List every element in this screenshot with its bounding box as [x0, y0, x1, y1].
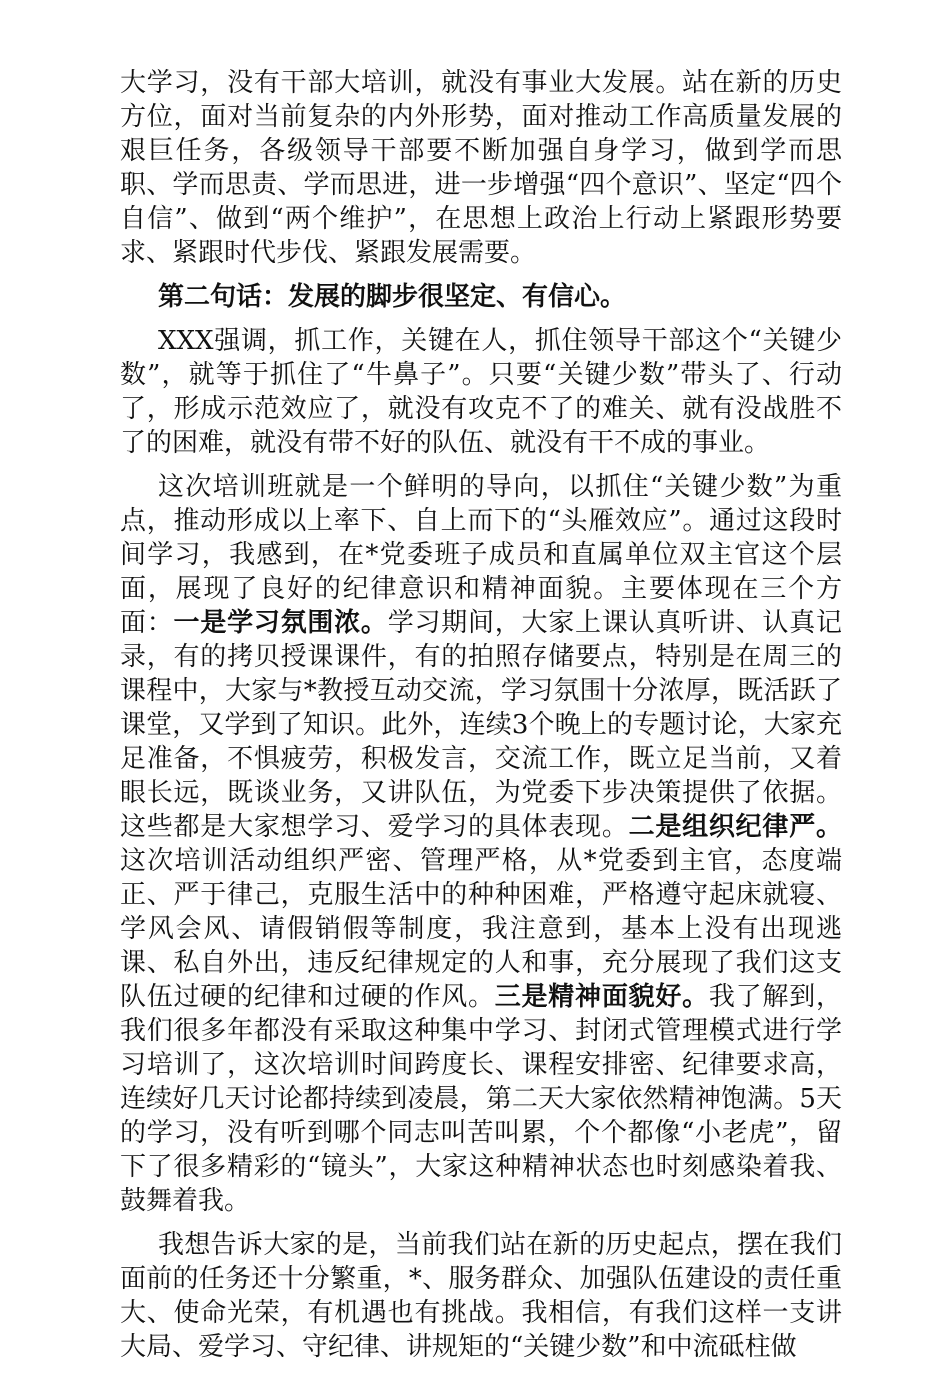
paragraph-key-minority: XXX强调，抓工作，关键在人，抓住领导干部这个“关键少数”，就等于抓住了“牛鼻子”。只要“关键少数”带头了、行动了，形成示范效应了，就没有攻克不了的难关、就有没战胜不了的困难，就没有带不好的队伍、就没有干不成的事业。: [120, 326, 842, 458]
point-two-heading: 二是组织纪律严。: [628, 812, 842, 842]
training-summary-intro: 这次培训班就是一个鲜明的导向，以抓住“关键少数”为重点，推动形成以上率下、自上而下的“头雁效应”。通过这段时间学习，我感到，在*党委班子成员和直属单位双主官这个层面，展现了良好的纪律意识和精神面貌。主要体现在三个方面：: [120, 472, 842, 638]
point-three-heading: 三是精神面貌好。: [494, 982, 709, 1012]
paragraph-training-summary: [120, 470, 842, 1218]
section-heading-second: 第二句话：发展的脚步很坚定、有信心。: [158, 282, 627, 312]
point-one-text: 学习期间，大家上课认真听讲、认真记录，有的拷贝授课课件，有的拍照存储要点，特别是在周三的课程中，大家与*教授互动交流，学习氛围十分浓厚，既活跃了课堂，又学到了知识。此外，连续3个晚上的专题讨论，大家充足准备，不惧疲劳，积极发言，交流工作，既立足当前，又着眼长远，既谈业务，又讲队伍，为党委下步决策提供了依据。这些都是大家想学习、爱学习的具体表现。: [120, 608, 842, 842]
point-three-text: 我了解到，我们很多年都没有采取这种集中学习、封闭式管理模式进行学习培训了，这次培训时间跨度长、课程安排密、纪律要求高，连续好几天讨论都持续到凌晨，第二天大家依然精神饱满。5天的学习，没有听到哪个同志叫苦叫累，个个都像“小老虎”，留下了很多精彩的“镜头”，大家这种精神状态也时刻感染着我、鼓舞着我。: [120, 982, 842, 1216]
point-one-heading: 一是学习氛围浓。: [173, 608, 388, 638]
paragraph-closing: 我想告诉大家的是，当前我们站在新的历史起点，摆在我们面前的任务还十分繁重，*、服务群众、加强队伍建设的责任重大、使命光荣，有机遇也有挑战。我相信，有我们这样一支讲大局、爱学习、守纪律、讲规矩的“关键少数”和中流砥柱做: [120, 1230, 842, 1362]
point-two-text: 这次培训活动组织严密、管理严格，从*党委到主官，态度端正、严于律己，克服生活中的种种困难，严格遵守起床就寝、学风会风、请假销假等制度，我注意到，基本上没有出现逃课、私自外出，违反纪律规定的人和事，充分展现了我们这支队伍过硬的纪律和过硬的作风。: [120, 846, 842, 1012]
document-page: [120, 66, 842, 1374]
paragraph-study-importance: 大学习，没有干部大培训，就没有事业大发展。站在新的历史方位，面对当前复杂的内外形势，面对推动工作高质量发展的艰巨任务，各级领导干部要不断加强自身学习，做到学而思职、学而思责、学而思进，进一步增强“四个意识”、坚定“四个自信”、做到“两个维护”，在思想上政治上行动上紧跟形势要求、紧跟时代步伐、紧跟发展需要。: [120, 68, 842, 268]
